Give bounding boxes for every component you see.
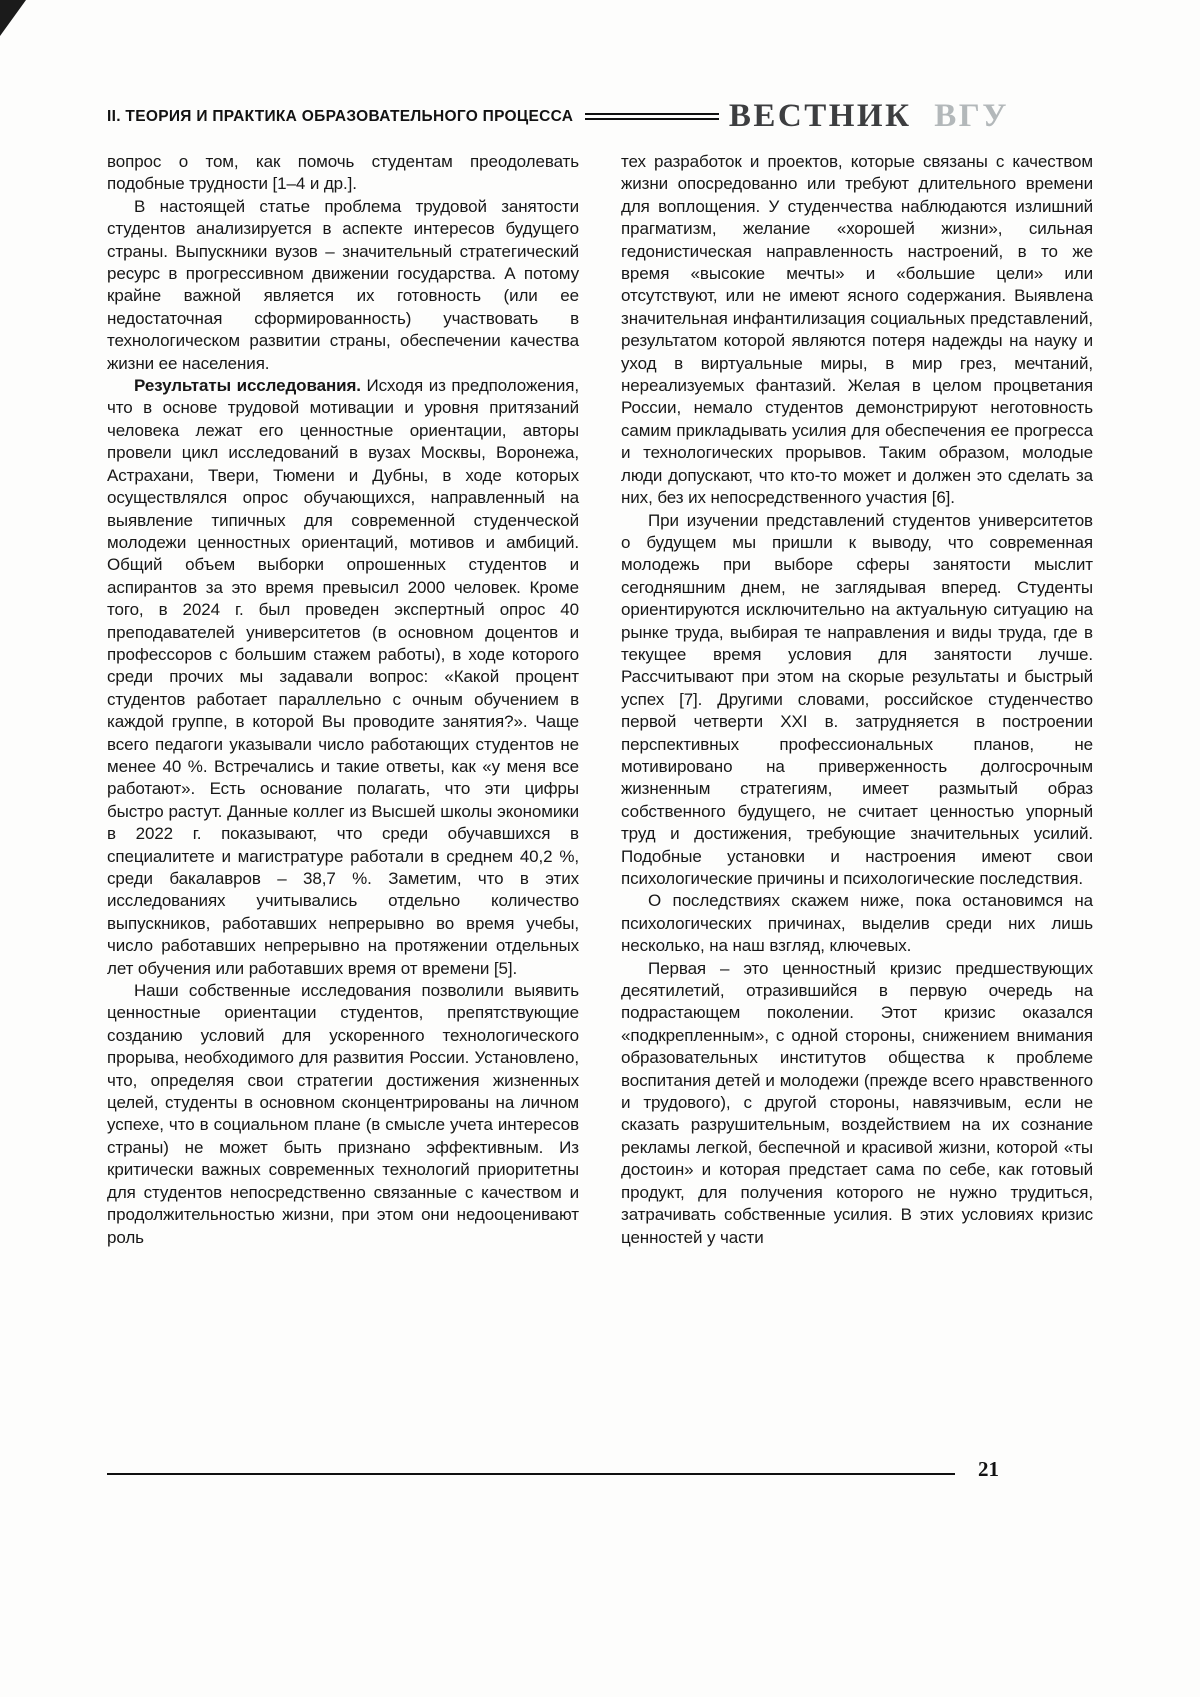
page-number: 21 — [978, 1457, 999, 1481]
journal-logo-vgu: ВГУ — [934, 98, 1009, 134]
results-heading: Результаты исследования. — [134, 376, 361, 396]
footer-rule — [107, 1473, 955, 1475]
paragraph: Первая – это ценностный кризис предшествующих десятилетий, отразившийся в первую очередь на подрастающем поколении. Этот кризис оказался «подкрепленным», с одной стороны, снижением внимания образовательных институтов общества к проблеме воспитания детей и молодежи (прежде всего нравственного и трудового), с другой стороны, навязчивым, если не сказать разрушительным, воздействием на их сознание рекламы легкой, беспечной и красивой жизни, которой «ты достоин» и которая предстает сама по себе, как готовый продукт, для получения которого не нужно трудиться, затрачивать собственные усилия. В этих условиях кризис ценностей у части — [621, 958, 1093, 1247]
page-header — [107, 100, 1093, 133]
right-column — [621, 151, 1093, 1249]
journal-logo — [729, 100, 1009, 133]
paragraph-continuation: тех разработок и проектов, которые связаны с качеством жизни опосредованно или требуют длительного времени для воплощения. У студенчества наблюдаются излишний прагматизм, желание «хорошей жизни», сильная гедонистическая направленность настроений, в то же время «высокие мечты» и «большие цели» или отсутствуют, или не имеют ясного содержания. Выявлена значительная инфантилизация социальных представлений, результатом которой являются потеря надежды на науку и уход в виртуальные миры, в мир грез, мечтаний, нереализуемых фантазий. Желая в целом процветания России, немало студентов демонстрируют неготовность самим прикладывать усилия для обеспечения ее прогресса и технологических прорывов. Таким образом, молодые люди допускают, что кто-то может и должен это сделать за них, без их непосредственного участия [6]. — [621, 152, 1093, 508]
paragraph: Наши собственные исследования позволили выявить ценностные ориентации студентов, препятствующие созданию условий для ускоренного технологического прорыва, необходимого для развития России. Установлено, что, определяя свои стратегии достижения жизненных целей, студенты в основном сконцентрированы на личном успехе, что в социальном плане (в смысле учета интересов страны) не может быть признано эффективным. Из критически важных современных технологий приоритетны для студентов непосредственно связанные с качеством и продолжительностью жизни, при этом они недооценивают роль — [107, 981, 579, 1247]
header-double-rule — [585, 113, 719, 120]
paragraph: О последствиях скажем ниже, пока остановимся на психологических причинах, выделив среди них лишь несколько, на наш взгляд, ключевых. — [621, 891, 1093, 956]
article-body — [107, 151, 1093, 1249]
paragraph: При изучении представлений студентов университетов о будущем мы пришли к выводу, что современная молодежь при выборе сферы занятости мыслит сегодняшним днем, не заглядывая вперед. Студенты ориентируются исключительно на актуальную ситуацию на рынке труда, выбирая те направления и виды труда, где в текущее время условия для занятости лучше. Рассчитывают при этом на скорые результаты и быстрый успех [7]. Другими словами, российское студенчество первой четверти XXI в. затрудняется в построении перспективных профессиональных планов, не мотивировано на приверженность долгосрочным жизненным стратегиям, имеет размытый образ собственного будущего, не считает ценностью упорный труд и достижения, требующие значительных усилий. Подобные установки и настроения имеют свои психологические причины и психологические последствия. — [621, 510, 1093, 888]
scan-corner-artifact — [0, 0, 26, 36]
journal-logo-vestnik: ВЕСТНИК — [728, 98, 912, 134]
section-title: II. ТЕОРИЯ И ПРАКТИКА ОБРАЗОВАТЕЛЬНОГО ПРОЦЕССА — [107, 107, 574, 125]
paragraph: В настоящей статье проблема трудовой занятости студентов анализируется в аспекте интересов будущего страны. Выпускники вузов – значительный стратегический ресурс в прогрессивном движении государства. А потому крайне важной является их готовность (или ее недостаточная сформированность) участвовать в технологическом развитии страны, обеспечении качества жизни ее населения. — [107, 196, 579, 373]
paragraph-results — [107, 375, 579, 980]
paragraph-text: Исходя из предположения, что в основе трудовой мотивации и уровня притязаний человека лежат его ценностные ориентации, авторы провели цикл исследований в вузах Москвы, Воронежа, Астрахани, Твери, Тюмени и Дубны, в ходе которых осуществлялся опрос обучающихся, направленный на выявление типичных для современной студенческой молодежи ценностных ориентаций, мотивов и амбиций. Общий объем выборки опрошенных студентов и аспирантов за это время превысил 2000 человек. Кроме того, в 2024 г. был проведен экспертный опрос 40 преподавателей университетов (в основном доцентов и профессоров с большим стажем работы), в ходе которого среди прочих мы задавали вопрос: «Какой процент студентов работает параллельно с очным обучением в каждой группе, в которой Вы проводите занятия?». Чаще всего педагоги указывали число работающих студентов не менее 40 %. Встречались и такие ответы, как «у меня все работают». Есть основание полагать, что эти цифры быстро растут. Данные коллег из Высшей школы экономики в 2022 г. показывают, что среди обучавшихся в специалитете и магистратуре работали в среднем 40,2 %, среди бакалавров – 38,7 %. Заметим, что в этих исследованиях учитывались отдельно количество выпускников, работавших непрерывно во время учебы, число работавших непрерывно на протяжении отдельных лет обучения или работавших время от времени [5]. — [107, 376, 579, 978]
left-column — [107, 151, 579, 1249]
paragraph-continuation: вопрос о том, как помочь студентам преодолевать подобные трудности [1–4 и др.]. — [107, 152, 579, 194]
